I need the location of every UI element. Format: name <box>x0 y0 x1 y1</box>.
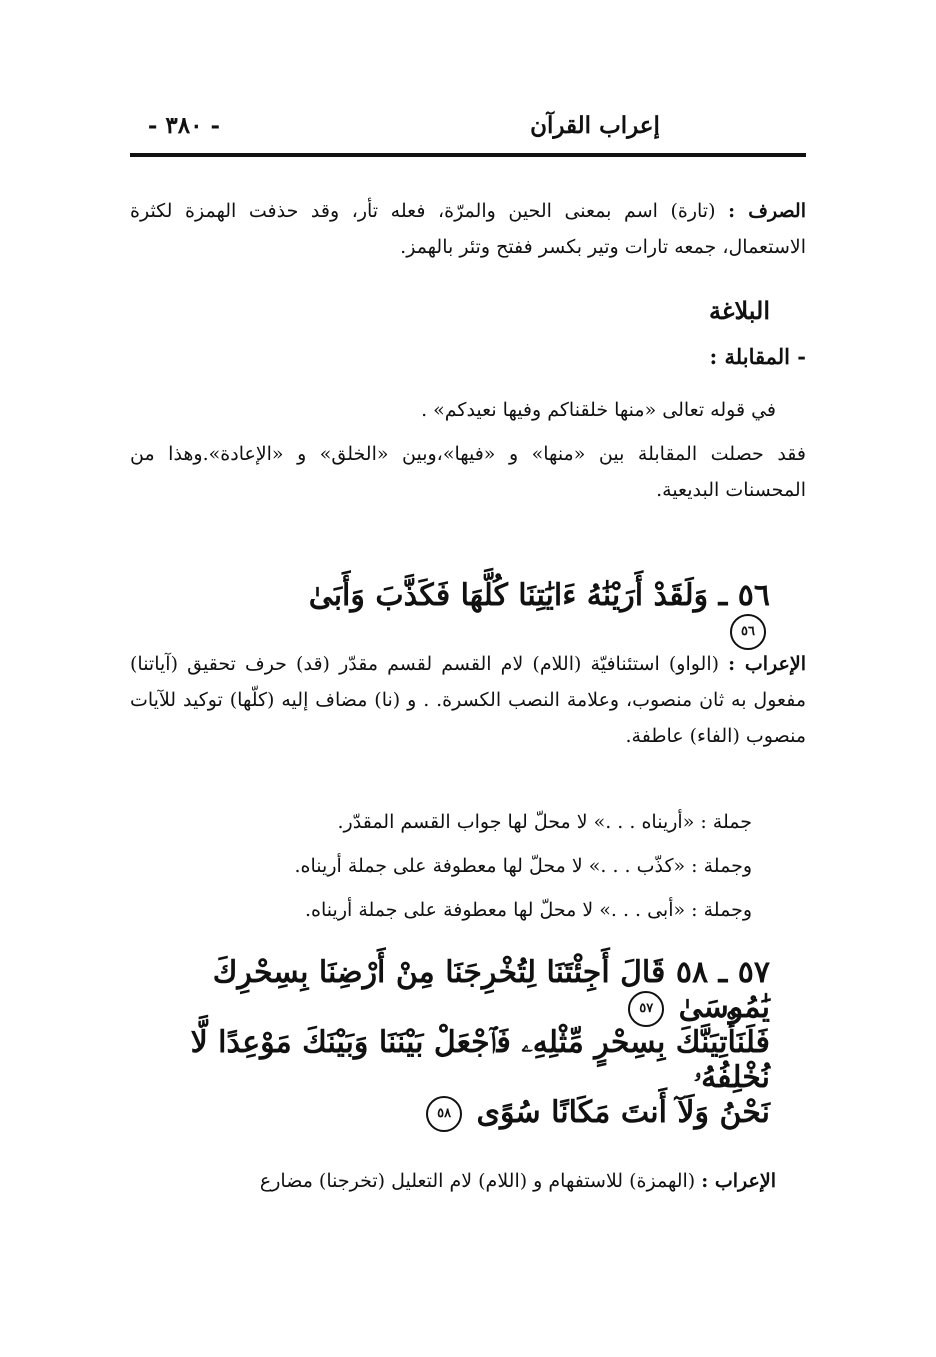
muqabala-line-2: فقد حصلت المقابلة بين «منها» و «فيها»،وبين «الخلق» و «الإعادة».وهذا من المحسنات البديعية. <box>130 443 806 501</box>
muqabala-line-1: في قوله تعالى «منها خلقناكم وفيها نعيدكم» . <box>421 399 776 421</box>
irab-56-label: الإعراب : <box>728 653 806 675</box>
irab-56-paragraph <box>130 646 806 754</box>
irab-57-text: (الهمزة) للاستفهام و (اللام) لام التعليل (تخرجنا) مضارع <box>259 1170 696 1192</box>
ayah-58-line-2 <box>420 1095 770 1132</box>
ayah-57-number: ٥٧ ـ ٥٨ <box>675 955 770 990</box>
ayah-end-marker: ٥٦ <box>730 614 766 650</box>
page-header <box>130 112 806 152</box>
running-title: إعراب القرآن <box>530 112 660 139</box>
irab-56-text: (الواو) استئنافيّة (اللام) لام القسم لقسم مقدّر (قد) حرف تحقيق (آياتنا) مفعول به ثان منصوب، وعلامة النصب الكسرة. . و (نا) مضاف إليه (كلّها) توكيد للآيات منصوب (الفاء) عاطفة. <box>130 653 806 747</box>
jumla-1: جملة : «أريناه . . .» لا محلّ لها جواب القسم المقدّر. <box>337 811 752 833</box>
ayah-end-marker: ٥٨ <box>426 1096 462 1132</box>
muqabala-heading: - المقابلة : <box>709 344 806 369</box>
balagha-heading: البلاغة <box>709 296 770 325</box>
ayah-56-text: وَلَقَدْ أَرَيْنَٰهُ ءَايَٰتِنَا كُلَّهَا فَكَذَّبَ وَأَبَىٰ <box>308 578 709 613</box>
ayah-57-text-1: قَالَ أَجِئْتَنَا لِتُخْرِجَنَا مِنْ أَرْضِنَا بِسِحْرِكَ يَٰمُوسَىٰ <box>212 955 770 1025</box>
page-number: - ٣٨٠ - <box>147 112 220 139</box>
sarf-paragraph <box>130 193 806 265</box>
ayah-end-marker: ٥٧ <box>628 991 664 1027</box>
header-rule <box>130 153 806 157</box>
ayah-58-text-2: نَحْنُ وَلَآ أَنتَ مَكَانًا سُوًى <box>476 1095 770 1130</box>
ayah-58-line-1: فَلَنَأْتِيَنَّكَ بِسِحْرٍ مِّثْلِهِۦ فَٱجْعَلْ بَيْنَنَا وَبَيْنَكَ مَوْعِدًا لَّا نُخْلِفُهُۥ <box>190 1025 770 1095</box>
jumla-3: وجملة : «أبى . . .» لا محلّ لها معطوفة على جملة أريناه. <box>305 899 752 921</box>
jumla-2: وجملة : «كذّب . . .» لا محلّ لها معطوفة على جملة أريناه. <box>294 855 752 877</box>
ayah-56-number: ٥٦ ـ <box>718 578 770 613</box>
ayah-56 <box>290 578 770 650</box>
irab-57-label: الإعراب : <box>701 1170 776 1192</box>
ayah-57-line-1 <box>165 955 770 1027</box>
sarf-label: الصرف : <box>728 200 807 222</box>
sarf-text: (تارة) اسم بمعنى الحين والمرّة، فعله تأر، وقد حذفت الهمزة لكثرة الاستعمال، جمعه تارات وتير بكسر ففتح وتئر بالهمز. <box>130 200 806 258</box>
irab-57-paragraph <box>130 1163 776 1199</box>
